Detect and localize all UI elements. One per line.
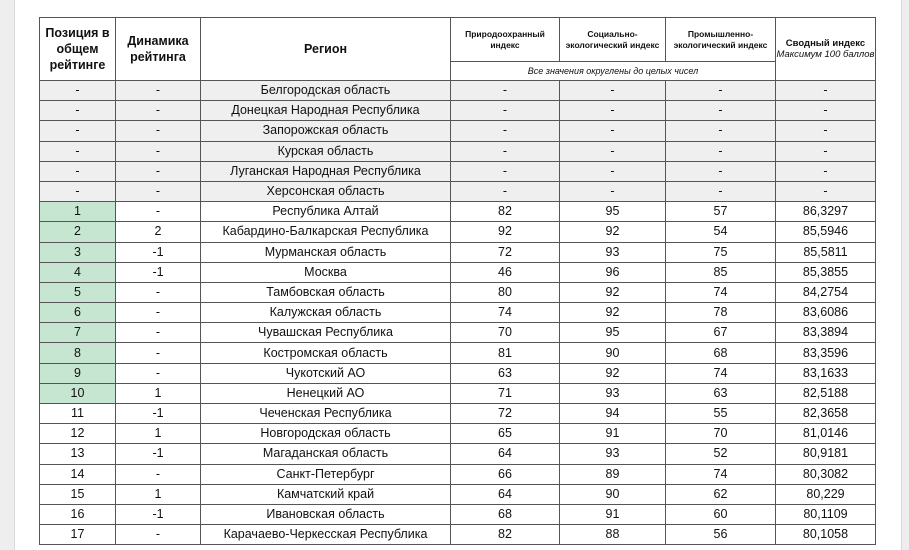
header-social-index: Социально-экологический индекс bbox=[560, 18, 666, 62]
position-cell: 1 bbox=[40, 202, 116, 222]
table-body bbox=[40, 81, 876, 545]
nature-index-cell: 64 bbox=[451, 444, 560, 464]
table-row bbox=[40, 181, 876, 201]
dynamics-cell: - bbox=[116, 181, 201, 201]
position-cell: 15 bbox=[40, 484, 116, 504]
summary-index-cell: 80,229 bbox=[776, 484, 876, 504]
region-cell: Ненецкий АО bbox=[201, 383, 451, 403]
region-cell: Кабардино-Балкарская Республика bbox=[201, 222, 451, 242]
industrial-index-cell: 57 bbox=[666, 202, 776, 222]
dynamics-cell: - bbox=[116, 303, 201, 323]
position-cell: - bbox=[40, 141, 116, 161]
dynamics-cell: - bbox=[116, 141, 201, 161]
dynamics-cell: 1 bbox=[116, 484, 201, 504]
nature-index-cell: 68 bbox=[451, 504, 560, 524]
table-row bbox=[40, 504, 876, 524]
summary-index-cell: 80,9181 bbox=[776, 444, 876, 464]
nature-index-cell: 65 bbox=[451, 424, 560, 444]
nature-index-cell: 46 bbox=[451, 262, 560, 282]
nature-index-cell: 64 bbox=[451, 484, 560, 504]
social-index-cell: - bbox=[560, 121, 666, 141]
summary-index-cell: 80,3082 bbox=[776, 464, 876, 484]
dynamics-cell: 2 bbox=[116, 222, 201, 242]
region-cell: Москва bbox=[201, 262, 451, 282]
summary-index-cell: 85,3855 bbox=[776, 262, 876, 282]
header-region: Регион bbox=[201, 18, 451, 81]
industrial-index-cell: 78 bbox=[666, 303, 776, 323]
summary-index-cell: 85,5946 bbox=[776, 222, 876, 242]
social-index-cell: 88 bbox=[560, 525, 666, 545]
nature-index-cell: 74 bbox=[451, 303, 560, 323]
region-cell: Тамбовская область bbox=[201, 282, 451, 302]
region-cell: Чеченская Республика bbox=[201, 404, 451, 424]
industrial-index-cell: - bbox=[666, 121, 776, 141]
position-cell: 16 bbox=[40, 504, 116, 524]
region-cell: Чувашская Республика bbox=[201, 323, 451, 343]
nature-index-cell: 80 bbox=[451, 282, 560, 302]
summary-index-cell: 83,1633 bbox=[776, 363, 876, 383]
position-cell: 17 bbox=[40, 525, 116, 545]
rounding-note: Все значения округлены до целых чисел bbox=[451, 62, 776, 81]
social-index-cell: 96 bbox=[560, 262, 666, 282]
table-row bbox=[40, 161, 876, 181]
summary-index-cell: 83,6086 bbox=[776, 303, 876, 323]
table-row bbox=[40, 242, 876, 262]
region-cell: Камчатский край bbox=[201, 484, 451, 504]
table-row bbox=[40, 383, 876, 403]
table-row bbox=[40, 262, 876, 282]
industrial-index-cell: 55 bbox=[666, 404, 776, 424]
dynamics-cell: 1 bbox=[116, 383, 201, 403]
header-nature-index: Природоохранный индекс bbox=[451, 18, 560, 62]
dynamics-cell: -1 bbox=[116, 444, 201, 464]
dynamics-cell: - bbox=[116, 121, 201, 141]
position-cell: 6 bbox=[40, 303, 116, 323]
table-row bbox=[40, 464, 876, 484]
region-cell: Луганская Народная Республика bbox=[201, 161, 451, 181]
summary-index-cell: - bbox=[776, 181, 876, 201]
nature-index-cell: 72 bbox=[451, 242, 560, 262]
region-cell: Чукотский АО bbox=[201, 363, 451, 383]
table-row bbox=[40, 303, 876, 323]
header-summary-title: Сводный индекс bbox=[785, 37, 866, 49]
region-cell: Республика Алтай bbox=[201, 202, 451, 222]
industrial-index-cell: - bbox=[666, 181, 776, 201]
dynamics-cell: 1 bbox=[116, 424, 201, 444]
dynamics-cell: - bbox=[116, 363, 201, 383]
region-cell: Карачаево-Черкесская Республика bbox=[201, 525, 451, 545]
position-cell: 4 bbox=[40, 262, 116, 282]
social-index-cell: 89 bbox=[560, 464, 666, 484]
region-cell: Донецкая Народная Республика bbox=[201, 101, 451, 121]
industrial-index-cell: 52 bbox=[666, 444, 776, 464]
nature-index-cell: 70 bbox=[451, 323, 560, 343]
social-index-cell: 95 bbox=[560, 202, 666, 222]
region-cell: Курская область bbox=[201, 141, 451, 161]
industrial-index-cell: 74 bbox=[666, 464, 776, 484]
header-industrial-index: Промышленно-экологический индекс bbox=[666, 18, 776, 62]
table-row bbox=[40, 202, 876, 222]
social-index-cell: 92 bbox=[560, 303, 666, 323]
table-row bbox=[40, 121, 876, 141]
table-row bbox=[40, 343, 876, 363]
summary-index-cell: - bbox=[776, 81, 876, 101]
nature-index-cell: 66 bbox=[451, 464, 560, 484]
industrial-index-cell: - bbox=[666, 81, 776, 101]
position-cell: 13 bbox=[40, 444, 116, 464]
nature-index-cell: 81 bbox=[451, 343, 560, 363]
summary-index-cell: 81,0146 bbox=[776, 424, 876, 444]
table-row bbox=[40, 101, 876, 121]
dynamics-cell: - bbox=[116, 81, 201, 101]
industrial-index-cell: 62 bbox=[666, 484, 776, 504]
social-index-cell: 93 bbox=[560, 242, 666, 262]
industrial-index-cell: 63 bbox=[666, 383, 776, 403]
social-index-cell: - bbox=[560, 81, 666, 101]
summary-index-cell: - bbox=[776, 141, 876, 161]
nature-index-cell: 82 bbox=[451, 202, 560, 222]
industrial-index-cell: 74 bbox=[666, 282, 776, 302]
social-index-cell: 92 bbox=[560, 282, 666, 302]
region-cell: Запорожская область bbox=[201, 121, 451, 141]
summary-index-cell: 85,5811 bbox=[776, 242, 876, 262]
nature-index-cell: - bbox=[451, 181, 560, 201]
dynamics-cell: - bbox=[116, 101, 201, 121]
summary-index-cell: 80,1058 bbox=[776, 525, 876, 545]
position-cell: - bbox=[40, 181, 116, 201]
position-cell: 10 bbox=[40, 383, 116, 403]
nature-index-cell: 82 bbox=[451, 525, 560, 545]
position-cell: - bbox=[40, 101, 116, 121]
region-cell: Белгородская область bbox=[201, 81, 451, 101]
nature-index-cell: - bbox=[451, 121, 560, 141]
dynamics-cell: - bbox=[116, 282, 201, 302]
nature-index-cell: 71 bbox=[451, 383, 560, 403]
header-dynamics: Динамика рейтинга bbox=[116, 18, 201, 81]
social-index-cell: 95 bbox=[560, 323, 666, 343]
summary-index-cell: - bbox=[776, 121, 876, 141]
social-index-cell: 91 bbox=[560, 504, 666, 524]
position-cell: 12 bbox=[40, 424, 116, 444]
dynamics-cell: -1 bbox=[116, 404, 201, 424]
social-index-cell: 94 bbox=[560, 404, 666, 424]
region-cell: Мурманская область bbox=[201, 242, 451, 262]
table-row bbox=[40, 525, 876, 545]
region-cell: Херсонская область bbox=[201, 181, 451, 201]
position-cell: - bbox=[40, 121, 116, 141]
industrial-index-cell: 74 bbox=[666, 363, 776, 383]
dynamics-cell: - bbox=[116, 343, 201, 363]
industrial-index-cell: - bbox=[666, 141, 776, 161]
nature-index-cell: - bbox=[451, 81, 560, 101]
position-cell: 11 bbox=[40, 404, 116, 424]
social-index-cell: 93 bbox=[560, 444, 666, 464]
industrial-index-cell: 70 bbox=[666, 424, 776, 444]
nature-index-cell: 63 bbox=[451, 363, 560, 383]
region-cell: Новгородская область bbox=[201, 424, 451, 444]
dynamics-cell: - bbox=[116, 525, 201, 545]
social-index-cell: 90 bbox=[560, 343, 666, 363]
summary-index-cell: - bbox=[776, 161, 876, 181]
industrial-index-cell: 75 bbox=[666, 242, 776, 262]
nature-index-cell: 72 bbox=[451, 404, 560, 424]
summary-index-cell: 82,3658 bbox=[776, 404, 876, 424]
dynamics-cell: -1 bbox=[116, 242, 201, 262]
industrial-index-cell: 67 bbox=[666, 323, 776, 343]
position-cell: - bbox=[40, 81, 116, 101]
social-index-cell: 90 bbox=[560, 484, 666, 504]
social-index-cell: - bbox=[560, 141, 666, 161]
table-row bbox=[40, 444, 876, 464]
dynamics-cell: -1 bbox=[116, 504, 201, 524]
summary-index-cell: 86,3297 bbox=[776, 202, 876, 222]
nature-index-cell: - bbox=[451, 141, 560, 161]
dynamics-cell: - bbox=[116, 464, 201, 484]
ranking-table bbox=[39, 17, 876, 545]
region-cell: Калужская область bbox=[201, 303, 451, 323]
document-page bbox=[14, 0, 902, 550]
table-row bbox=[40, 424, 876, 444]
summary-index-cell: 83,3596 bbox=[776, 343, 876, 363]
nature-index-cell: 92 bbox=[451, 222, 560, 242]
industrial-index-cell: 85 bbox=[666, 262, 776, 282]
social-index-cell: 92 bbox=[560, 363, 666, 383]
position-cell: 14 bbox=[40, 464, 116, 484]
header-position: Позиция в общем рейтинге bbox=[40, 18, 116, 81]
industrial-index-cell: - bbox=[666, 161, 776, 181]
table-header bbox=[40, 18, 876, 81]
table-row bbox=[40, 363, 876, 383]
industrial-index-cell: 68 bbox=[666, 343, 776, 363]
table-row bbox=[40, 141, 876, 161]
table-row bbox=[40, 484, 876, 504]
position-cell: 3 bbox=[40, 242, 116, 262]
table-row bbox=[40, 222, 876, 242]
table-row bbox=[40, 404, 876, 424]
summary-index-cell: 83,3894 bbox=[776, 323, 876, 343]
position-cell: 8 bbox=[40, 343, 116, 363]
dynamics-cell: - bbox=[116, 161, 201, 181]
region-cell: Магаданская область bbox=[201, 444, 451, 464]
summary-index-cell: 82,5188 bbox=[776, 383, 876, 403]
summary-index-cell: 84,2754 bbox=[776, 282, 876, 302]
summary-index-cell: 80,1109 bbox=[776, 504, 876, 524]
header-summary-index bbox=[776, 18, 876, 81]
social-index-cell: 93 bbox=[560, 383, 666, 403]
position-cell: 5 bbox=[40, 282, 116, 302]
social-index-cell: - bbox=[560, 181, 666, 201]
region-cell: Костромская область bbox=[201, 343, 451, 363]
industrial-index-cell: 60 bbox=[666, 504, 776, 524]
summary-index-cell: - bbox=[776, 101, 876, 121]
social-index-cell: 92 bbox=[560, 222, 666, 242]
region-cell: Санкт-Петербург bbox=[201, 464, 451, 484]
social-index-cell: 91 bbox=[560, 424, 666, 444]
industrial-index-cell: - bbox=[666, 101, 776, 121]
social-index-cell: - bbox=[560, 161, 666, 181]
dynamics-cell: - bbox=[116, 323, 201, 343]
industrial-index-cell: 54 bbox=[666, 222, 776, 242]
nature-index-cell: - bbox=[451, 161, 560, 181]
dynamics-cell: - bbox=[116, 202, 201, 222]
industrial-index-cell: 56 bbox=[666, 525, 776, 545]
dynamics-cell: -1 bbox=[116, 262, 201, 282]
table-row bbox=[40, 323, 876, 343]
position-cell: 2 bbox=[40, 222, 116, 242]
position-cell: - bbox=[40, 161, 116, 181]
table-row bbox=[40, 282, 876, 302]
social-index-cell: - bbox=[560, 101, 666, 121]
position-cell: 7 bbox=[40, 323, 116, 343]
header-summary-max: Максимум 100 баллов bbox=[776, 48, 875, 60]
position-cell: 9 bbox=[40, 363, 116, 383]
region-cell: Ивановская область bbox=[201, 504, 451, 524]
table-row bbox=[40, 81, 876, 101]
nature-index-cell: - bbox=[451, 101, 560, 121]
